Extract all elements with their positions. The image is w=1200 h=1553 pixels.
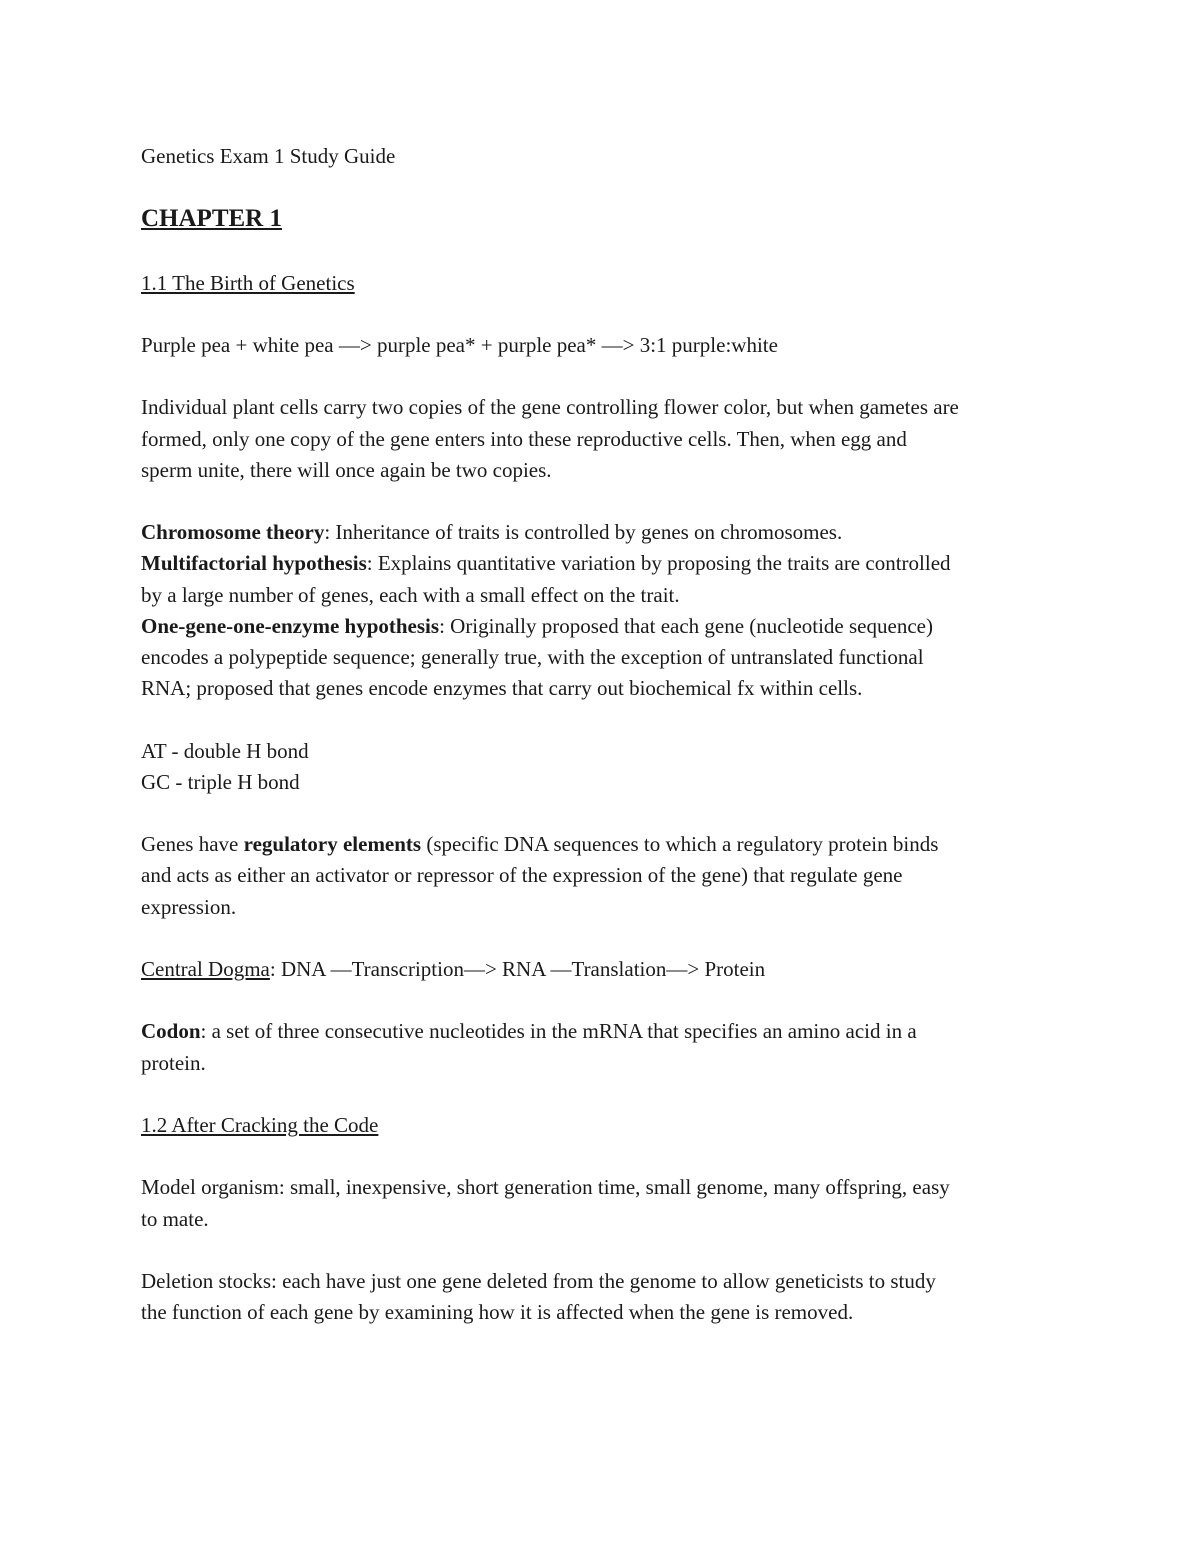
text-segment: GC - triple H bond xyxy=(141,769,300,794)
underlined-text: Central Dogma xyxy=(141,956,270,981)
text-line xyxy=(141,517,1101,548)
bold-term: One-gene-one-enzyme hypothesis xyxy=(141,613,440,638)
central-dogma xyxy=(141,954,1101,985)
definitions-paragraph xyxy=(141,517,1101,704)
section-heading-1-1 xyxy=(141,268,1101,299)
text-segment: and acts as either an activator or repressor of the expression of the gene) that regulate gene xyxy=(141,863,903,888)
text-line xyxy=(141,455,1101,486)
text-line xyxy=(141,268,1101,299)
gene-copies-paragraph xyxy=(141,392,1101,486)
text-line xyxy=(141,580,1101,611)
text-line xyxy=(141,548,1101,579)
text-segment: RNA; proposed that genes encode enzymes that carry out biochemical fx within cells. xyxy=(141,676,863,701)
document-title xyxy=(141,141,1101,172)
text-line xyxy=(141,141,1101,172)
text-line xyxy=(141,954,1101,985)
deletion-stocks-paragraph xyxy=(141,1266,1101,1328)
text-line xyxy=(141,1110,1101,1141)
regulatory-elements-paragraph xyxy=(141,829,1101,923)
bold-term: Codon xyxy=(141,1019,201,1044)
model-organism-paragraph xyxy=(141,1172,1101,1234)
text-segment: AT - double H bond xyxy=(141,738,309,763)
underlined-text: 1.2 After Cracking the Code xyxy=(141,1112,379,1137)
chapter-heading xyxy=(141,203,1101,234)
text-line xyxy=(141,829,1101,860)
text-line xyxy=(141,392,1101,423)
text-segment: to mate. xyxy=(141,1206,209,1231)
text-line xyxy=(141,1172,1101,1203)
text-line xyxy=(141,611,1101,642)
text-line xyxy=(141,330,1101,361)
text-segment: : Inheritance of traits is controlled by genes on chromosomes. xyxy=(324,520,843,545)
text-line xyxy=(141,1016,1101,1047)
text-segment: the function of each gene by examining how it is affected when the gene is removed. xyxy=(141,1300,854,1325)
text-line xyxy=(141,860,1101,891)
base-pairs xyxy=(141,736,1101,798)
text-line xyxy=(141,203,1101,234)
text-segment: Purple pea + white pea —> purple pea* + purple pea* —> 3:1 purple:white xyxy=(141,332,778,357)
section-heading-1-2 xyxy=(141,1110,1101,1141)
text-line xyxy=(141,1297,1101,1328)
bold-term: Chromosome theory xyxy=(141,520,325,545)
text-line xyxy=(141,424,1101,455)
text-line xyxy=(141,1266,1101,1297)
underlined-text: 1.1 The Birth of Genetics xyxy=(141,270,355,295)
text-segment: Individual plant cells carry two copies of the gene controlling flower color, but when gametes are xyxy=(141,395,959,420)
text-segment: Model organism: small, inexpensive, short generation time, small genome, many offspring, easy xyxy=(141,1175,950,1200)
text-segment: encodes a polypeptide sequence; generally true, with the exception of untranslated functional xyxy=(141,644,924,669)
codon-definition xyxy=(141,1016,1101,1078)
text-segment: : Originally proposed that each gene (nucleotide sequence) xyxy=(439,613,933,638)
text-line xyxy=(141,673,1101,704)
text-segment: by a large number of genes, each with a small effect on the trait. xyxy=(141,582,680,607)
text-segment: protein. xyxy=(141,1050,206,1075)
text-line xyxy=(141,1204,1101,1235)
text-segment: formed, only one copy of the gene enters into these reproductive cells. Then, when egg and xyxy=(141,426,907,451)
text-line xyxy=(141,642,1101,673)
text-segment: Deletion stocks: each have just one gene deleted from the genome to allow geneticists to study xyxy=(141,1268,936,1293)
text-segment: : a set of three consecutive nucleotides in the mRNA that specifies an amino acid in a xyxy=(200,1019,917,1044)
text-segment: (specific DNA sequences to which a regulatory protein binds xyxy=(421,832,939,857)
text-line xyxy=(141,736,1101,767)
pea-cross xyxy=(141,330,1101,361)
text-segment: Genes have xyxy=(141,832,244,857)
text-segment: expression. xyxy=(141,894,237,919)
text-segment: Genetics Exam 1 Study Guide xyxy=(141,144,396,168)
text-line xyxy=(141,767,1101,798)
text-line xyxy=(141,892,1101,923)
bold-term: regulatory elements xyxy=(243,832,422,857)
document-page xyxy=(141,141,1101,1360)
text-line xyxy=(141,1048,1101,1079)
text-segment: sperm unite, there will once again be two copies. xyxy=(141,457,552,482)
bold-term: Multifactorial hypothesis xyxy=(141,551,367,576)
text-segment: : DNA —Transcription—> RNA —Translation—> Protein xyxy=(269,956,766,981)
text-segment: CHAPTER 1 xyxy=(141,205,282,233)
text-segment: : Explains quantitative variation by proposing the traits are controlled xyxy=(366,551,951,576)
